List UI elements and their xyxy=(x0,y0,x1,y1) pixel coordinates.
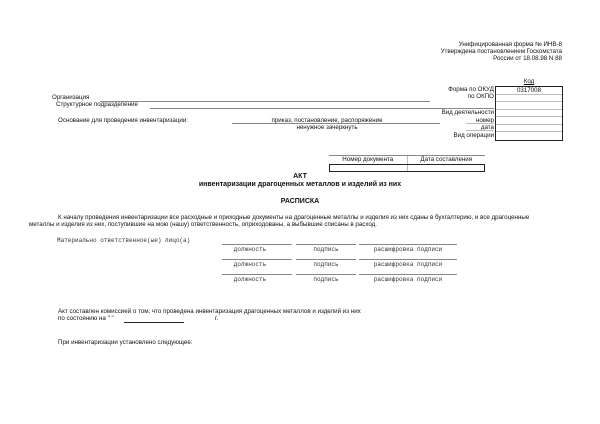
act-statement-date-prefix: по состоянию на " " xyxy=(58,315,114,322)
number-label-line xyxy=(466,123,494,124)
decoding-caption: расшифровка подписи xyxy=(373,246,443,253)
okud-label: Форма по ОКУД xyxy=(448,86,494,93)
signature-field[interactable] xyxy=(296,244,356,245)
receipt-text-line-1: К началу проведения инвентаризации все расходные и приходные документы на драгоценные металлы и изделия из них сданы в бухгалтерию, и все драгоценные xyxy=(58,214,530,221)
form-line-2: Утверждена постановлением Госкомстата xyxy=(440,48,562,55)
organization-field[interactable] xyxy=(100,101,430,102)
signature-caption: подпись xyxy=(313,261,339,268)
signature-caption: подпись xyxy=(313,276,339,283)
organization-label: Организация xyxy=(52,94,90,101)
signature-field[interactable] xyxy=(296,274,356,275)
okpo-code-field[interactable] xyxy=(496,95,562,103)
document-date-header: Дата составления xyxy=(420,156,473,163)
document-date-field[interactable] xyxy=(408,165,485,171)
decoding-field[interactable] xyxy=(359,274,457,275)
act-subtitle: инвентаризации драгоценных металлов и изделий из них xyxy=(198,181,402,188)
document-number-header: Номер документа xyxy=(329,156,408,164)
position-field[interactable] xyxy=(222,244,292,245)
department-label: Структурное подразделение xyxy=(56,101,138,108)
decoding-caption: расшифровка подписи xyxy=(373,276,443,283)
okud-code-field[interactable]: 0317008 xyxy=(496,87,562,95)
receipt-text-line-2: металлы и изделия из них, поступившие на мою (нашу) ответственность, оприходованы, а выбывшие списаны в расход. xyxy=(29,221,378,228)
form-line-3: России от 18.08.98 N 88 xyxy=(493,55,562,62)
number-code-field[interactable] xyxy=(496,117,562,125)
signature-caption: подпись xyxy=(313,246,339,253)
date-code-field[interactable] xyxy=(496,125,562,133)
okpo-label: по ОКПО xyxy=(467,93,494,100)
decoding-caption: расшифровка подписи xyxy=(373,261,443,268)
position-caption: должность xyxy=(233,276,267,283)
basis-hint-1: приказ, постановление, распоряжение xyxy=(271,117,383,124)
operation-label: Вид операции xyxy=(453,132,494,139)
document-number-field[interactable] xyxy=(330,165,408,171)
activity-code-field[interactable] xyxy=(496,110,562,118)
signature-field[interactable] xyxy=(296,259,356,260)
position-field[interactable] xyxy=(222,259,292,260)
responsible-persons-label: Материально ответственное(ые) лицо(а) xyxy=(57,237,191,244)
department-field[interactable] xyxy=(150,108,494,109)
act-title: АКТ xyxy=(293,173,307,180)
position-caption: должность xyxy=(233,246,267,253)
number-label: номер xyxy=(476,117,494,124)
decoding-field[interactable] xyxy=(359,259,457,260)
activity-label: Вид деятельности xyxy=(441,109,494,116)
receipt-title: РАСПИСКА xyxy=(280,198,320,205)
blank-code-field[interactable] xyxy=(496,102,562,110)
date-label: дата xyxy=(480,124,494,131)
operation-code-field[interactable] xyxy=(496,132,562,140)
basis-hint-2: ненужное зачеркнуть xyxy=(296,124,358,131)
document-table xyxy=(329,155,485,172)
act-statement-line-1: Акт составлен комиссией о том, что проведена инвентаризация драгоценных металлов и изделий из них xyxy=(58,308,361,315)
code-box xyxy=(495,86,563,141)
position-caption: должность xyxy=(233,261,267,268)
decoding-field[interactable] xyxy=(359,244,457,245)
findings-label: При инвентаризации установлено следующее: xyxy=(58,339,193,346)
position-field[interactable] xyxy=(222,274,292,275)
act-statement-year-suffix: г. xyxy=(215,315,219,322)
basis-label: Основание для проведения инвентаризации: xyxy=(58,117,189,124)
code-column-label: Код xyxy=(523,78,535,85)
form-line-1: Унифицированная форма № ИНВ-8 xyxy=(458,41,562,48)
act-date-field[interactable] xyxy=(124,322,184,323)
date-label-line xyxy=(466,130,494,131)
